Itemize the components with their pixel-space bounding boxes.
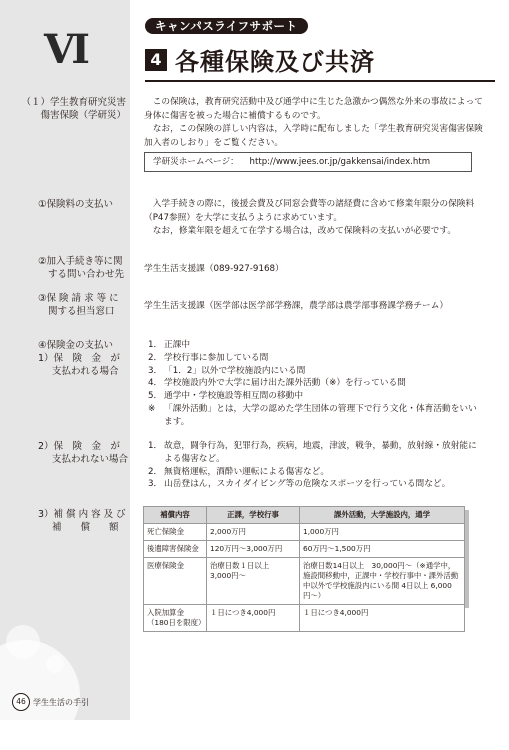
list-item: [148, 339, 478, 352]
p1-para1: 入学手続きの際に，後援会費及び同窓会費等の諸経費に含めて修業年限分の保険料（P47参照）を大学に支払うように求めています。: [144, 199, 475, 223]
url-link[interactable]: http://www.jees.or.jp/gakkensai/index.htm: [249, 157, 431, 167]
item-mark: 2．: [148, 466, 163, 477]
s1-body: [144, 96, 490, 150]
table-row: [144, 541, 465, 558]
p4-sub2-line2: 支払われない場合: [52, 454, 129, 465]
item-mark: 5．: [148, 391, 163, 402]
p4-sub1-line2: 支払われる場合: [52, 366, 119, 377]
p3-text: 学生生活支援課（医学部は医学部学務課，農学部は農学部事務課学務チーム）: [144, 301, 449, 311]
item-mark: ※: [148, 403, 156, 414]
list-item: [148, 440, 478, 466]
p2-body: [144, 263, 490, 277]
s1-para2: なお，この保険の詳しい内容は，入学時に配布しました「学生教育研究災害傷害保険加入者のしおり」をご覧ください。: [144, 124, 483, 148]
table-cell: 1,000万円: [300, 524, 465, 541]
table-cell: 120万円〜3,000万円: [207, 541, 300, 558]
decorative-circle: [46, 655, 64, 673]
url-label: 学研災ホームページ：: [153, 157, 239, 167]
item-mark: 4．: [148, 378, 163, 389]
p4-sub3-line1: 3）補 償 内 容 及 び: [38, 509, 126, 520]
p1-body: [144, 198, 490, 239]
item-text: 無資格運転，酒酔い運転による傷害など。: [164, 466, 330, 477]
item-text: 山岳登はん，スカイダイビング等の危険なスポーツを行っている間など。: [164, 479, 451, 490]
table-header-cell: 補償内容: [144, 507, 207, 524]
s1-label-line2: 傷害保険（学研災）: [40, 110, 126, 121]
item-text: 通学中・学校施設等相互間の移動中: [164, 391, 303, 402]
table-cell: 2,000万円: [207, 524, 300, 541]
url-box: [144, 152, 472, 172]
p4-label: ④保険金の支払い: [38, 340, 114, 351]
table-row: [144, 605, 465, 632]
table-header-row: [144, 507, 465, 524]
section-category-label: キャンパスライフサポート: [145, 18, 308, 34]
footer-label: 学生生活の手引: [33, 697, 89, 707]
list-item: [148, 403, 478, 429]
p4-sub2-label: [38, 440, 130, 466]
p2-label: [38, 255, 130, 281]
s1-para1: この保険は，教育研究活動中及び通学中に生じた急激かつ偶然な外来の事故によって身体に傷害を被った場合に補償するものです。: [144, 97, 483, 121]
p3-label-line1: ③保 険 請 求 等 に: [38, 293, 119, 304]
chapter-number: Ⅵ: [44, 26, 88, 73]
item-mark: 3．: [148, 479, 163, 490]
list-item: [148, 478, 478, 491]
p3-label: [38, 292, 130, 318]
p4-sub1-line1: 1）保 険 金 が: [38, 353, 121, 364]
section-title: 各種保険及び共済: [175, 48, 375, 76]
p1-para2: なお，修業年限を超えて在学する場合は，改めて保険料の支払いが必要です。: [152, 226, 457, 236]
p4-sub3-line2: 補 償 額: [52, 522, 119, 533]
table-row: [144, 524, 465, 541]
list-item: [148, 365, 478, 378]
p2-text: 学生生活支援課（089-927-9168）: [144, 264, 284, 274]
item-mark: 3．: [148, 365, 163, 376]
list-item: [148, 377, 478, 390]
table-cell: 入院加算金（180日を限度）: [144, 605, 207, 632]
table-cell: 後遺障害保険金: [144, 541, 207, 558]
item-mark: 2．: [148, 352, 163, 363]
coverage-table: [143, 506, 465, 632]
item-text: 正課中: [164, 340, 191, 350]
paid-list: [148, 339, 478, 429]
p4-sub1-label: [38, 352, 130, 378]
item-text: 学校行事に参加している間: [164, 352, 269, 363]
page-title: [145, 42, 375, 77]
p2-label-line1: ②加入手続き等に関: [38, 256, 123, 267]
table-cell: 医療保険金: [144, 558, 207, 605]
list-item: [148, 390, 478, 403]
section-number: 4: [145, 49, 167, 71]
decorative-circle: [6, 625, 40, 659]
table-header-cell: 課外活動，大学施設内，通学: [300, 507, 465, 524]
item-mark: 1．: [148, 441, 163, 451]
title-divider: [145, 80, 495, 82]
table-cell: 治療日数14日以上 30,000円〜（※通学中，施設間移動中，正課中・学校行事中・課外活動中以外で学校施設内にいる間 4日以上 6,000円〜）: [300, 558, 465, 605]
s1-label: [14, 96, 126, 122]
table-row: [144, 558, 465, 605]
not-paid-list: [148, 440, 478, 491]
list-item: [148, 352, 478, 365]
table-cell: １日につき4,000円: [207, 605, 300, 632]
p4-sub2-line1: 2）保 険 金 が: [38, 441, 121, 452]
item-text: 「課外活動」とは，大学の認めた学生団体の管理下で行う文化・体育活動をいいます。: [164, 403, 477, 427]
p2-label-line2: する問い合わせ先: [48, 269, 125, 280]
item-text: 学校施設内外で大学に届け出た課外活動（※）を行っている間: [164, 378, 406, 389]
table-cell: 死亡保険金: [144, 524, 207, 541]
p3-body: [144, 300, 490, 314]
table-cell: 60万円〜1,500万円: [300, 541, 465, 558]
page-footer: [12, 693, 89, 711]
item-mark: 1．: [148, 340, 163, 350]
item-text: 「1．2」以外で学校施設内にいる間: [164, 365, 306, 376]
table-cell: １日につき4,000円: [300, 605, 465, 632]
table-header-cell: 正課，学校行事: [207, 507, 300, 524]
table-cell: 治療日数１日以上 3,000円〜: [207, 558, 300, 605]
page-number: 46: [12, 693, 30, 711]
s1-label-line1: （１）学生教育研究災害: [21, 97, 126, 108]
list-item: [148, 466, 478, 479]
p3-label-line2: 関する担当窓口: [48, 306, 115, 317]
p4-sub3-label: [38, 508, 130, 534]
p1-label: ①保険料の支払い: [38, 199, 114, 210]
item-text: 故意，闘争行為，犯罪行為，疾病，地震，津波，戦争，暴動，放射線・放射能による傷害など。: [164, 441, 477, 464]
